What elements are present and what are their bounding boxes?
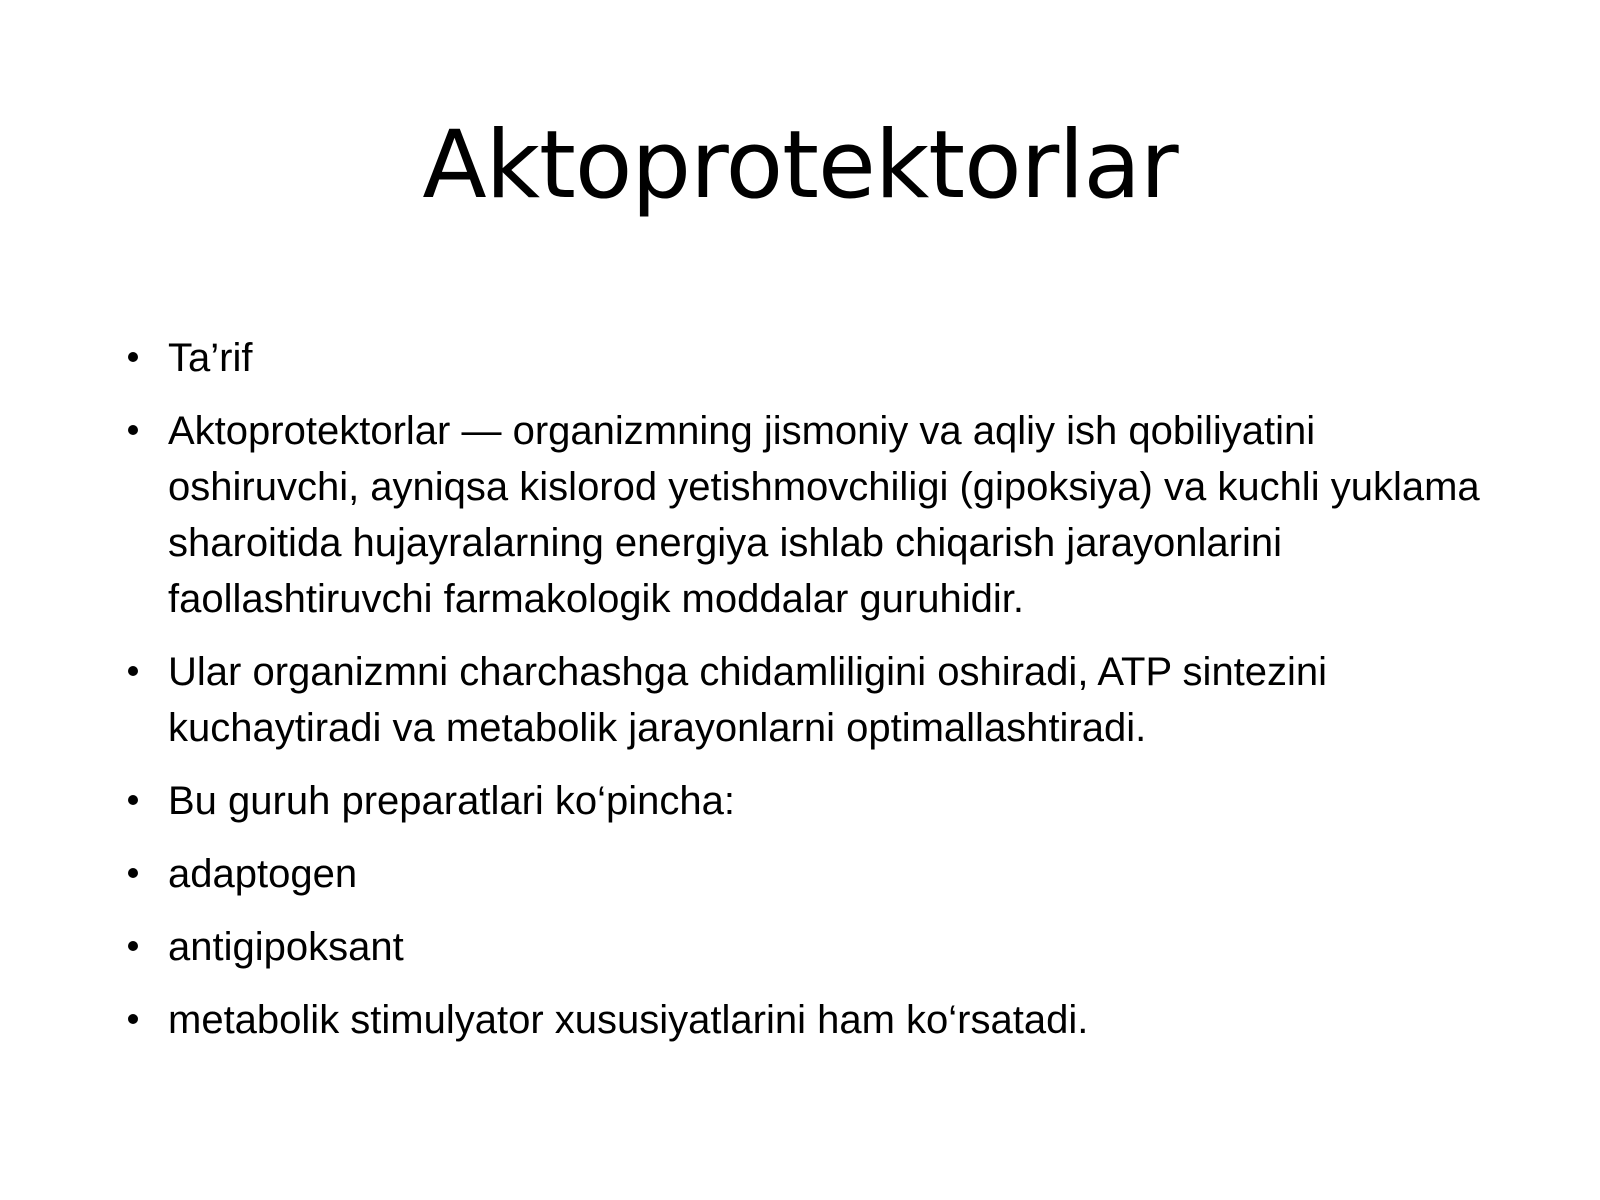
bullet-icon — [128, 425, 138, 435]
bullet-item — [120, 644, 1490, 756]
bullet-item — [120, 919, 1490, 975]
bullet-icon — [128, 868, 138, 878]
bullet-text: Ta’rif — [168, 336, 253, 380]
bullet-icon — [128, 795, 138, 805]
bullet-text: Bu guruh preparatlari ko‘pincha: — [168, 779, 736, 823]
bullet-text: antigipoksant — [168, 925, 404, 969]
bullet-item — [120, 992, 1490, 1048]
bullet-text: metabolik stimulyator xususiyatlarini ham ko‘rsatadi. — [168, 998, 1089, 1042]
bullet-icon — [128, 1014, 138, 1024]
bullet-icon — [128, 666, 138, 676]
bullet-item — [120, 330, 1490, 386]
bullet-text: adaptogen — [168, 852, 358, 896]
bullet-text: Ular organizmni charchashga chidamliligini oshiradi, ATP sintezini kuchaytiradi va metabolik jarayonlarni optimallashtiradi. — [168, 650, 1328, 750]
bullet-list — [120, 330, 1490, 1065]
bullet-icon — [128, 352, 138, 362]
bullet-text: Aktoprotektorlar — organizmning jismoniy va aqliy ish qobiliyatini oshiruvchi, ayniqsa kislorod yetishmovchiligi (gipoksiya) va kuchli yuklama sharoitida hujayralarning energiya ishlab chiqarish jarayonlarini faollashtiruvchi farmakologik moddalar guruhidir. — [168, 409, 1480, 621]
bullet-item — [120, 773, 1490, 829]
bullet-item — [120, 403, 1490, 627]
bullet-icon — [128, 941, 138, 951]
bullet-item — [120, 846, 1490, 902]
slide-title: Aktoprotektorlar — [422, 111, 1178, 220]
